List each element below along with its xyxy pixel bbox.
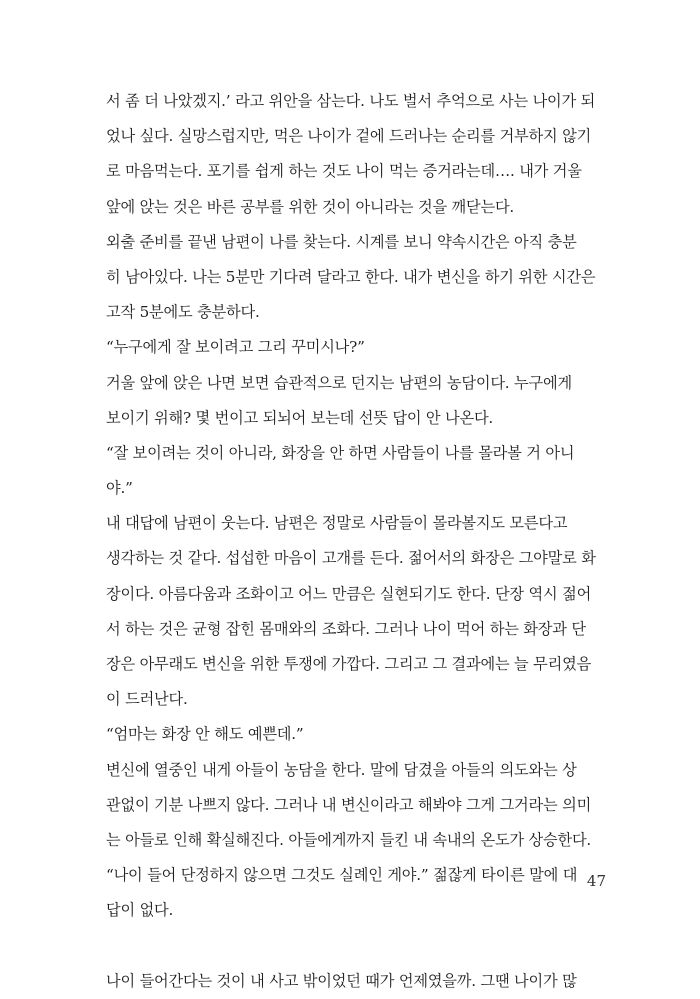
text-line: “잘 보이려는 것이 아니라, 화장을 안 하면 사람들이 나를 몰라볼 거 아니 (106, 443, 575, 462)
text-line: “엄마는 화장 안 해도 예쁜데.” (106, 725, 304, 744)
text-line: 서 하는 것은 균형 잡힌 몸매와의 조화다. 그러나 나이 먹어 하는 화장과 단 (106, 619, 586, 638)
text-line: 거울 앞에 앉은 나면 보면 습관적으로 던지는 남편의 농담이다. 누구에게 (106, 373, 572, 392)
text-line: 장은 아무래도 변신을 위한 투쟁에 가깝다. 그리고 그 결과에는 늘 무리였음 (106, 655, 592, 673)
text-line: 고작 5분에도 충분하다. (106, 303, 260, 322)
body-text (106, 84, 606, 999)
text-line: 는 아들로 인해 확실해진다. 아들에게까지 들킨 내 속내의 온도가 상승한다. (106, 830, 592, 849)
text-line: 서 좀 더 나았겠지.’ 라고 위안을 삼는다. 나도 벌서 추억으로 사는 나이가 되 (106, 92, 596, 110)
text-line: 히 남아있다. 나는 5분만 기다려 달라고 한다. 내가 변신을 하기 위한 시간은 (106, 267, 596, 286)
text-line: 보이기 위해? 몇 번이고 되뇌어 보는데 선뜻 답이 안 나온다. (106, 408, 494, 427)
paragraph-gap (106, 929, 606, 964)
text-line: 관없이 기분 나쁘지 않다. 그러나 내 변신이라고 해봐야 그게 그거라는 의미 (106, 795, 592, 814)
text-line: 장이다. 아름다움과 조화이고 어느 만큼은 실현되기도 한다. 단장 역시 젊어 (106, 584, 592, 603)
text-line: “누구에게 잘 보이려고 그리 꾸미시나?” (106, 338, 365, 357)
text-line: 외출 준비를 끝낸 남편이 나를 찾는다. 시계를 보니 약속시간은 아직 충분 (106, 232, 577, 251)
text-line: 내 대답에 남편이 웃는다. 남편은 정말로 사람들이 몰라볼지도 모른다고 (106, 514, 568, 533)
page-number: 47 (586, 872, 606, 890)
text-line: 었나 싶다. 실망스럽지만, 먹은 나이가 겉에 드러나는 순리를 거부하지 않기 (106, 127, 592, 146)
text-line: 나이 들어간다는 것이 내 사고 밖이었던 때가 언제였을까. 그땐 나이가 많 (106, 971, 577, 990)
text-line: 야.” (106, 479, 133, 498)
text-line: “나이 들어 단정하지 않으면 그것도 실례인 게야.” 젊잖게 타이른 말에 대 (106, 866, 578, 885)
text-line: 로 마음먹는다. 포기를 쉽게 하는 것도 나이 먹는 증거라는데…. 내가 거울 (106, 162, 582, 181)
text-line: 생각하는 것 같다. 섭섭한 마음이 고개를 든다. 젊어서의 화장은 그야말로 화 (106, 549, 596, 568)
text-line: 이 드러난다. (106, 690, 188, 709)
text-line: 변신에 열중인 내게 아들이 농담을 한다. 말에 담겼을 아들의 의도와는 상 (106, 760, 577, 779)
text-line: 답이 없다. (106, 901, 174, 920)
text-line: 앞에 앉는 것은 바른 공부를 위한 것이 아니라는 것을 깨닫는다. (106, 197, 515, 216)
